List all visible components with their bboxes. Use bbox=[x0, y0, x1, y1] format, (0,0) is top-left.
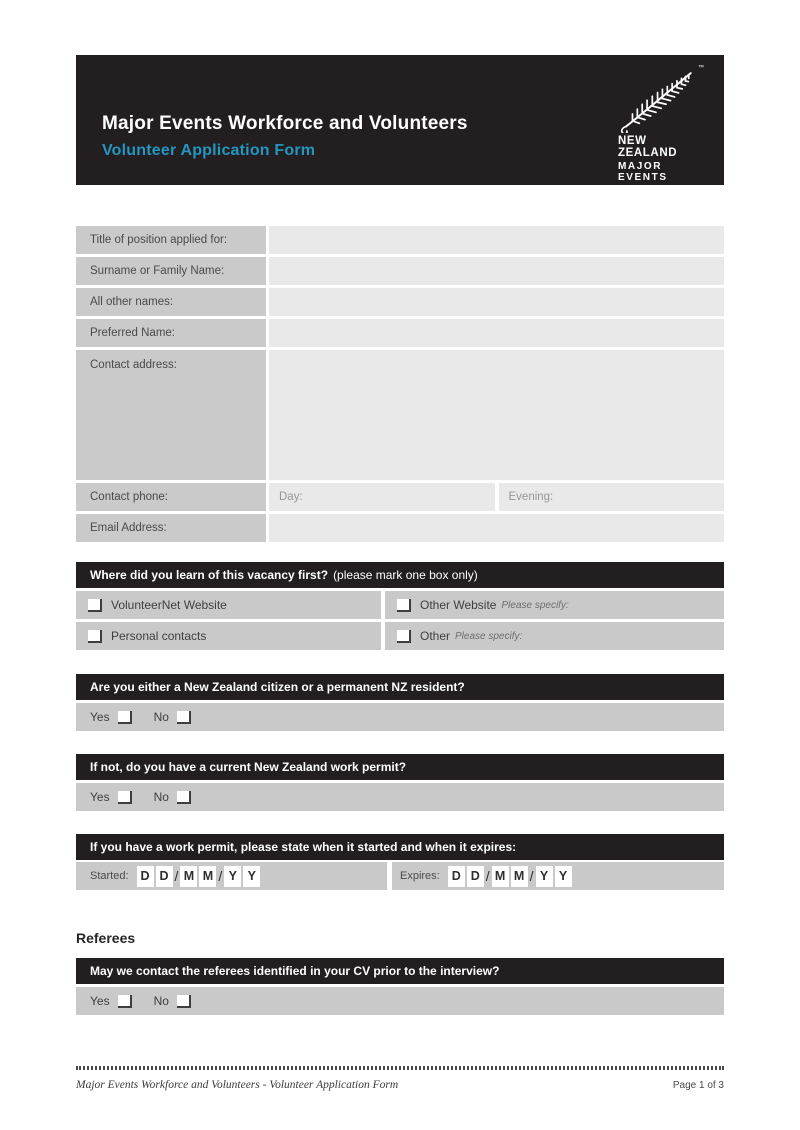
started-label: Started: bbox=[90, 870, 129, 882]
yes-label: Yes bbox=[90, 790, 110, 804]
no-label: No bbox=[153, 710, 169, 724]
section-header-citizen bbox=[76, 674, 724, 700]
date-box-started-year1[interactable]: Y bbox=[224, 866, 241, 887]
vacancy-question-note: (please mark one box only) bbox=[333, 568, 478, 582]
input-phone-day[interactable] bbox=[269, 483, 495, 511]
field-label-other-names: All other names: bbox=[76, 288, 266, 316]
option-personal-contacts bbox=[76, 622, 381, 650]
option-label: Other Website bbox=[420, 598, 497, 612]
option-label: Personal contacts bbox=[111, 629, 207, 643]
date-box-started-month2[interactable]: M bbox=[199, 866, 216, 887]
citizen-question: Are you either a New Zealand citizen or a permanent NZ resident? bbox=[90, 680, 465, 694]
silver-fern-icon bbox=[618, 65, 702, 133]
date-separator: / bbox=[174, 868, 179, 884]
option-other-website bbox=[385, 591, 724, 619]
expires-date-group bbox=[392, 862, 724, 890]
citizen-yes-no-row bbox=[76, 703, 724, 731]
checkbox-other-website[interactable] bbox=[397, 599, 411, 612]
referees-heading: Referees bbox=[76, 930, 136, 946]
citizen-question-section bbox=[76, 674, 724, 731]
checkbox-referees-no[interactable] bbox=[177, 995, 191, 1008]
nz-major-events-logo bbox=[618, 65, 702, 185]
input-surname[interactable] bbox=[269, 257, 724, 285]
date-box-started-month1[interactable]: M bbox=[180, 866, 197, 887]
permit-dates-row bbox=[76, 862, 724, 890]
work-permit-dates-section bbox=[76, 834, 724, 890]
trademark-symbol: ™ bbox=[698, 65, 704, 71]
started-date-group bbox=[76, 862, 387, 890]
section-header-vacancy-source bbox=[76, 562, 724, 588]
please-specify-note: Please specify: bbox=[501, 599, 569, 611]
checkbox-personal-contacts[interactable] bbox=[88, 630, 102, 643]
checkbox-other[interactable] bbox=[397, 630, 411, 643]
checkbox-permit-yes[interactable] bbox=[118, 791, 132, 804]
yes-label: Yes bbox=[90, 710, 110, 724]
please-specify-note: Please specify: bbox=[455, 630, 523, 642]
expires-label: Expires: bbox=[400, 870, 440, 882]
no-label: No bbox=[153, 790, 169, 804]
section-header-referees bbox=[76, 958, 724, 984]
no-label: No bbox=[153, 994, 169, 1008]
checkbox-volunteernet-website[interactable] bbox=[88, 599, 102, 612]
date-box-started-day1[interactable]: D bbox=[137, 866, 154, 887]
table-row bbox=[76, 288, 724, 316]
input-title-of-position[interactable] bbox=[269, 226, 724, 254]
referees-question-section bbox=[76, 958, 724, 1015]
checkbox-referees-yes[interactable] bbox=[118, 995, 132, 1008]
field-label-preferred-name: Preferred Name: bbox=[76, 319, 266, 347]
table-row bbox=[76, 350, 724, 480]
form-subtitle: Volunteer Application Form bbox=[102, 142, 316, 159]
input-other-names[interactable] bbox=[269, 288, 724, 316]
footer-page-number: Page 1 of 3 bbox=[672, 1080, 724, 1091]
section-header-permit-dates bbox=[76, 834, 724, 860]
option-other bbox=[385, 622, 724, 650]
field-label-contact-phone: Contact phone: bbox=[76, 483, 266, 511]
field-label-contact-address: Contact address: bbox=[76, 350, 266, 480]
date-box-started-year2[interactable]: Y bbox=[243, 866, 260, 887]
phone-evening-label: Evening: bbox=[508, 491, 554, 503]
input-phone-evening[interactable] bbox=[499, 483, 725, 511]
field-label-surname: Surname or Family Name: bbox=[76, 257, 266, 285]
date-box-expires-day1[interactable]: D bbox=[448, 866, 465, 887]
work-permit-question: If not, do you have a current New Zealand work permit? bbox=[90, 760, 407, 774]
footer-dotted-rule bbox=[76, 1066, 724, 1070]
form-title: Major Events Workforce and Volunteers bbox=[102, 113, 468, 134]
date-box-expires-year2[interactable]: Y bbox=[555, 866, 572, 887]
banner-text-block bbox=[76, 55, 468, 185]
checkbox-citizen-yes[interactable] bbox=[118, 711, 132, 724]
page-footer bbox=[76, 1066, 724, 1091]
date-box-expires-day2[interactable]: D bbox=[467, 866, 484, 887]
form-header-banner bbox=[76, 55, 724, 185]
phone-day-label: Day: bbox=[279, 491, 303, 503]
logo-text-line1: NEW ZEALAND bbox=[618, 135, 678, 159]
date-separator: / bbox=[529, 868, 534, 884]
input-email[interactable] bbox=[269, 514, 724, 542]
date-box-expires-month2[interactable]: M bbox=[511, 866, 528, 887]
work-permit-yes-no-row bbox=[76, 783, 724, 811]
table-row bbox=[76, 319, 724, 347]
work-permit-question-section bbox=[76, 754, 724, 811]
table-row bbox=[76, 483, 724, 511]
input-preferred-name[interactable] bbox=[269, 319, 724, 347]
section-header-work-permit bbox=[76, 754, 724, 780]
table-row bbox=[76, 226, 724, 254]
date-box-expires-year1[interactable]: Y bbox=[536, 866, 553, 887]
footer-document-title: Major Events Workforce and Volunteers - Volunteer Application Form bbox=[76, 1079, 399, 1091]
table-row bbox=[76, 514, 724, 542]
referees-question: May we contact the referees identified in your CV prior to the interview? bbox=[90, 964, 500, 978]
yes-label: Yes bbox=[90, 994, 110, 1008]
input-contact-address[interactable] bbox=[269, 350, 724, 480]
checkbox-citizen-no[interactable] bbox=[177, 711, 191, 724]
date-separator: / bbox=[485, 868, 490, 884]
checkbox-permit-no[interactable] bbox=[177, 791, 191, 804]
vacancy-options-grid bbox=[76, 591, 724, 650]
option-label: VolunteerNet Website bbox=[111, 598, 227, 612]
table-row bbox=[76, 257, 724, 285]
vacancy-source-section bbox=[76, 562, 724, 650]
date-box-started-day2[interactable]: D bbox=[156, 866, 173, 887]
referees-yes-no-row bbox=[76, 987, 724, 1015]
phone-subfields bbox=[269, 483, 724, 511]
field-label-position: Title of position applied for: bbox=[76, 226, 266, 254]
option-volunteernet-website bbox=[76, 591, 381, 619]
personal-details-table bbox=[76, 226, 724, 542]
option-label: Other bbox=[420, 629, 451, 643]
logo-text-line2: MAJOR EVENTS bbox=[618, 161, 668, 183]
date-separator: / bbox=[218, 868, 223, 884]
date-box-expires-month1[interactable]: M bbox=[492, 866, 509, 887]
field-label-email: Email Address: bbox=[76, 514, 266, 542]
vacancy-question: Where did you learn of this vacancy first? bbox=[90, 568, 329, 582]
permit-dates-question: If you have a work permit, please state when it started and when it expires: bbox=[90, 840, 517, 854]
